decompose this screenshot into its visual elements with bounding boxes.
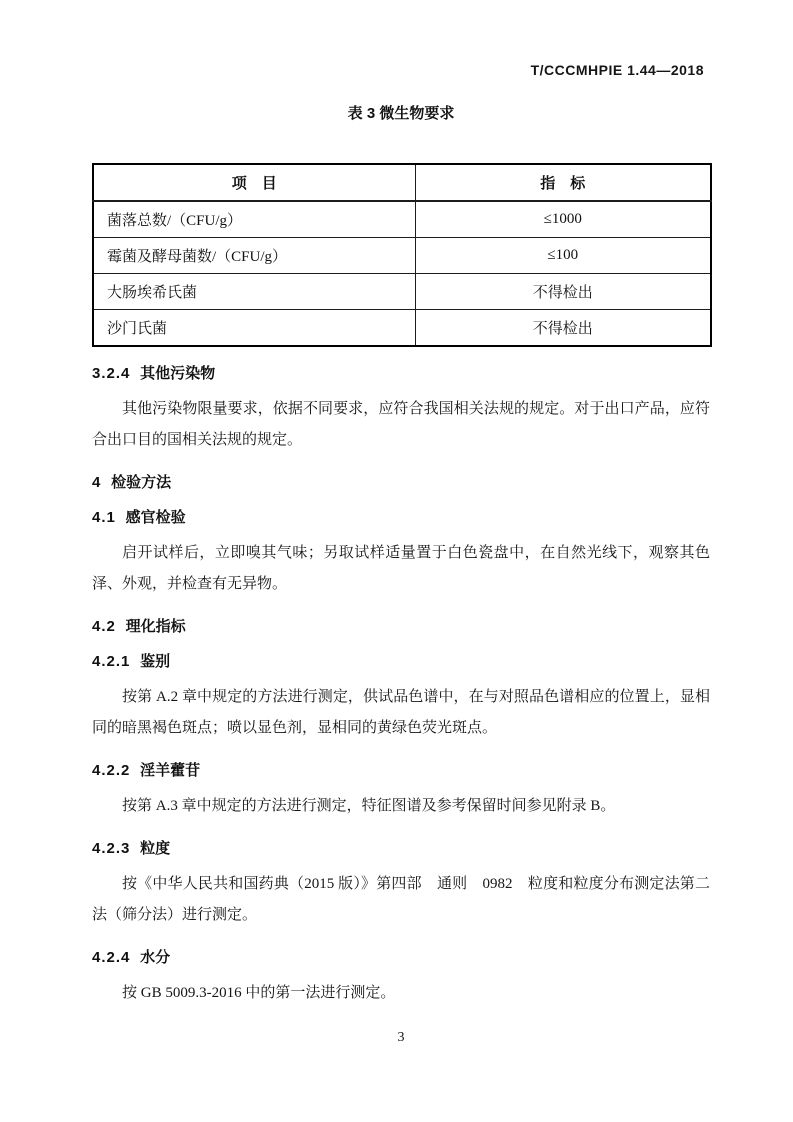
table-row — [93, 274, 711, 310]
section-body-4-2-3: 按《中华人民共和国药典（2015 版）》第四部 通则 0982 粒度和粒度分布测定法第二法（筛分法）进行测定。 — [92, 876, 710, 923]
section-title: 鉴别 — [140, 653, 171, 670]
section-heading-4-2-4 — [92, 949, 710, 966]
section-heading-4-2 — [92, 618, 710, 635]
section-number: 4.1 — [92, 509, 116, 526]
section-body-4-2-2: 按第 A.3 章中规定的方法进行测定，特征图谱及参考保留时间参见附录 B。 — [122, 798, 616, 814]
section-number: 4.2.4 — [92, 949, 131, 966]
table-row — [93, 238, 711, 274]
doc-code: T/CCCMHPIE 1.44—2018 — [530, 62, 704, 78]
section-body-4-1: 启开试样后，立即嗅其气味；另取试样适量置于白色瓷盘中，在自然光线下，观察其色泽、外观，并检查有无异物。 — [92, 545, 710, 592]
section-heading-4-2-3 — [92, 840, 710, 857]
cell-value: ≤1000 — [415, 201, 711, 238]
table-row — [93, 201, 711, 238]
spec-table — [92, 163, 712, 347]
cell-value: 不得检出 — [415, 310, 711, 347]
table-header-item: 项 目 — [93, 164, 415, 201]
cell-item: 菌落总数/（CFU/g） — [93, 201, 415, 238]
section-title: 淫羊藿苷 — [140, 762, 201, 779]
section-number: 4.2.1 — [92, 653, 131, 670]
section-body-4-2-4: 按 GB 5009.3-2016 中的第一法进行测定。 — [122, 985, 396, 1001]
table-header-row — [93, 164, 711, 201]
table-caption: 表 3 微生物要求 — [347, 105, 455, 122]
section-number: 4.2 — [92, 618, 116, 635]
section-body-4-2-1: 按第 A.2 章中规定的方法进行测定，供试品色谱中，在与对照品色谱相应的位置上，显相同的暗黑褐色斑点；喷以显色剂，显相同的黄绿色荧光斑点。 — [92, 689, 710, 736]
section-title: 检验方法 — [111, 474, 172, 491]
section-number: 4.2.2 — [92, 762, 131, 779]
section-number: 4.2.3 — [92, 840, 131, 857]
page-number: 3 — [397, 1030, 405, 1045]
cell-item: 霉菌及酵母菌数/（CFU/g） — [93, 238, 415, 274]
cell-value: ≤100 — [415, 238, 711, 274]
section-title: 其他污染物 — [140, 365, 216, 382]
section-heading-4-2-1 — [92, 653, 710, 670]
section-heading-4-2-2 — [92, 762, 710, 779]
table-header-value: 指 标 — [415, 164, 711, 201]
cell-item: 沙门氏菌 — [93, 310, 415, 347]
section-body-3-2-4: 其他污染物限量要求，依据不同要求，应符合我国相关法规的规定。对于出口产品，应符合出口目的国相关法规的规定。 — [92, 401, 710, 448]
section-title: 感官检验 — [125, 509, 186, 526]
section-title: 水分 — [140, 949, 171, 966]
section-heading-4 — [92, 474, 710, 491]
section-number: 3.2.4 — [92, 365, 131, 382]
cell-item: 大肠埃希氏菌 — [93, 274, 415, 310]
section-number: 4 — [92, 474, 102, 491]
section-heading-3-2-4 — [92, 365, 710, 382]
section-title: 理化指标 — [125, 618, 186, 635]
section-title: 粒度 — [140, 840, 171, 857]
cell-value: 不得检出 — [415, 274, 711, 310]
table-row — [93, 310, 711, 347]
section-heading-4-1 — [92, 509, 710, 526]
